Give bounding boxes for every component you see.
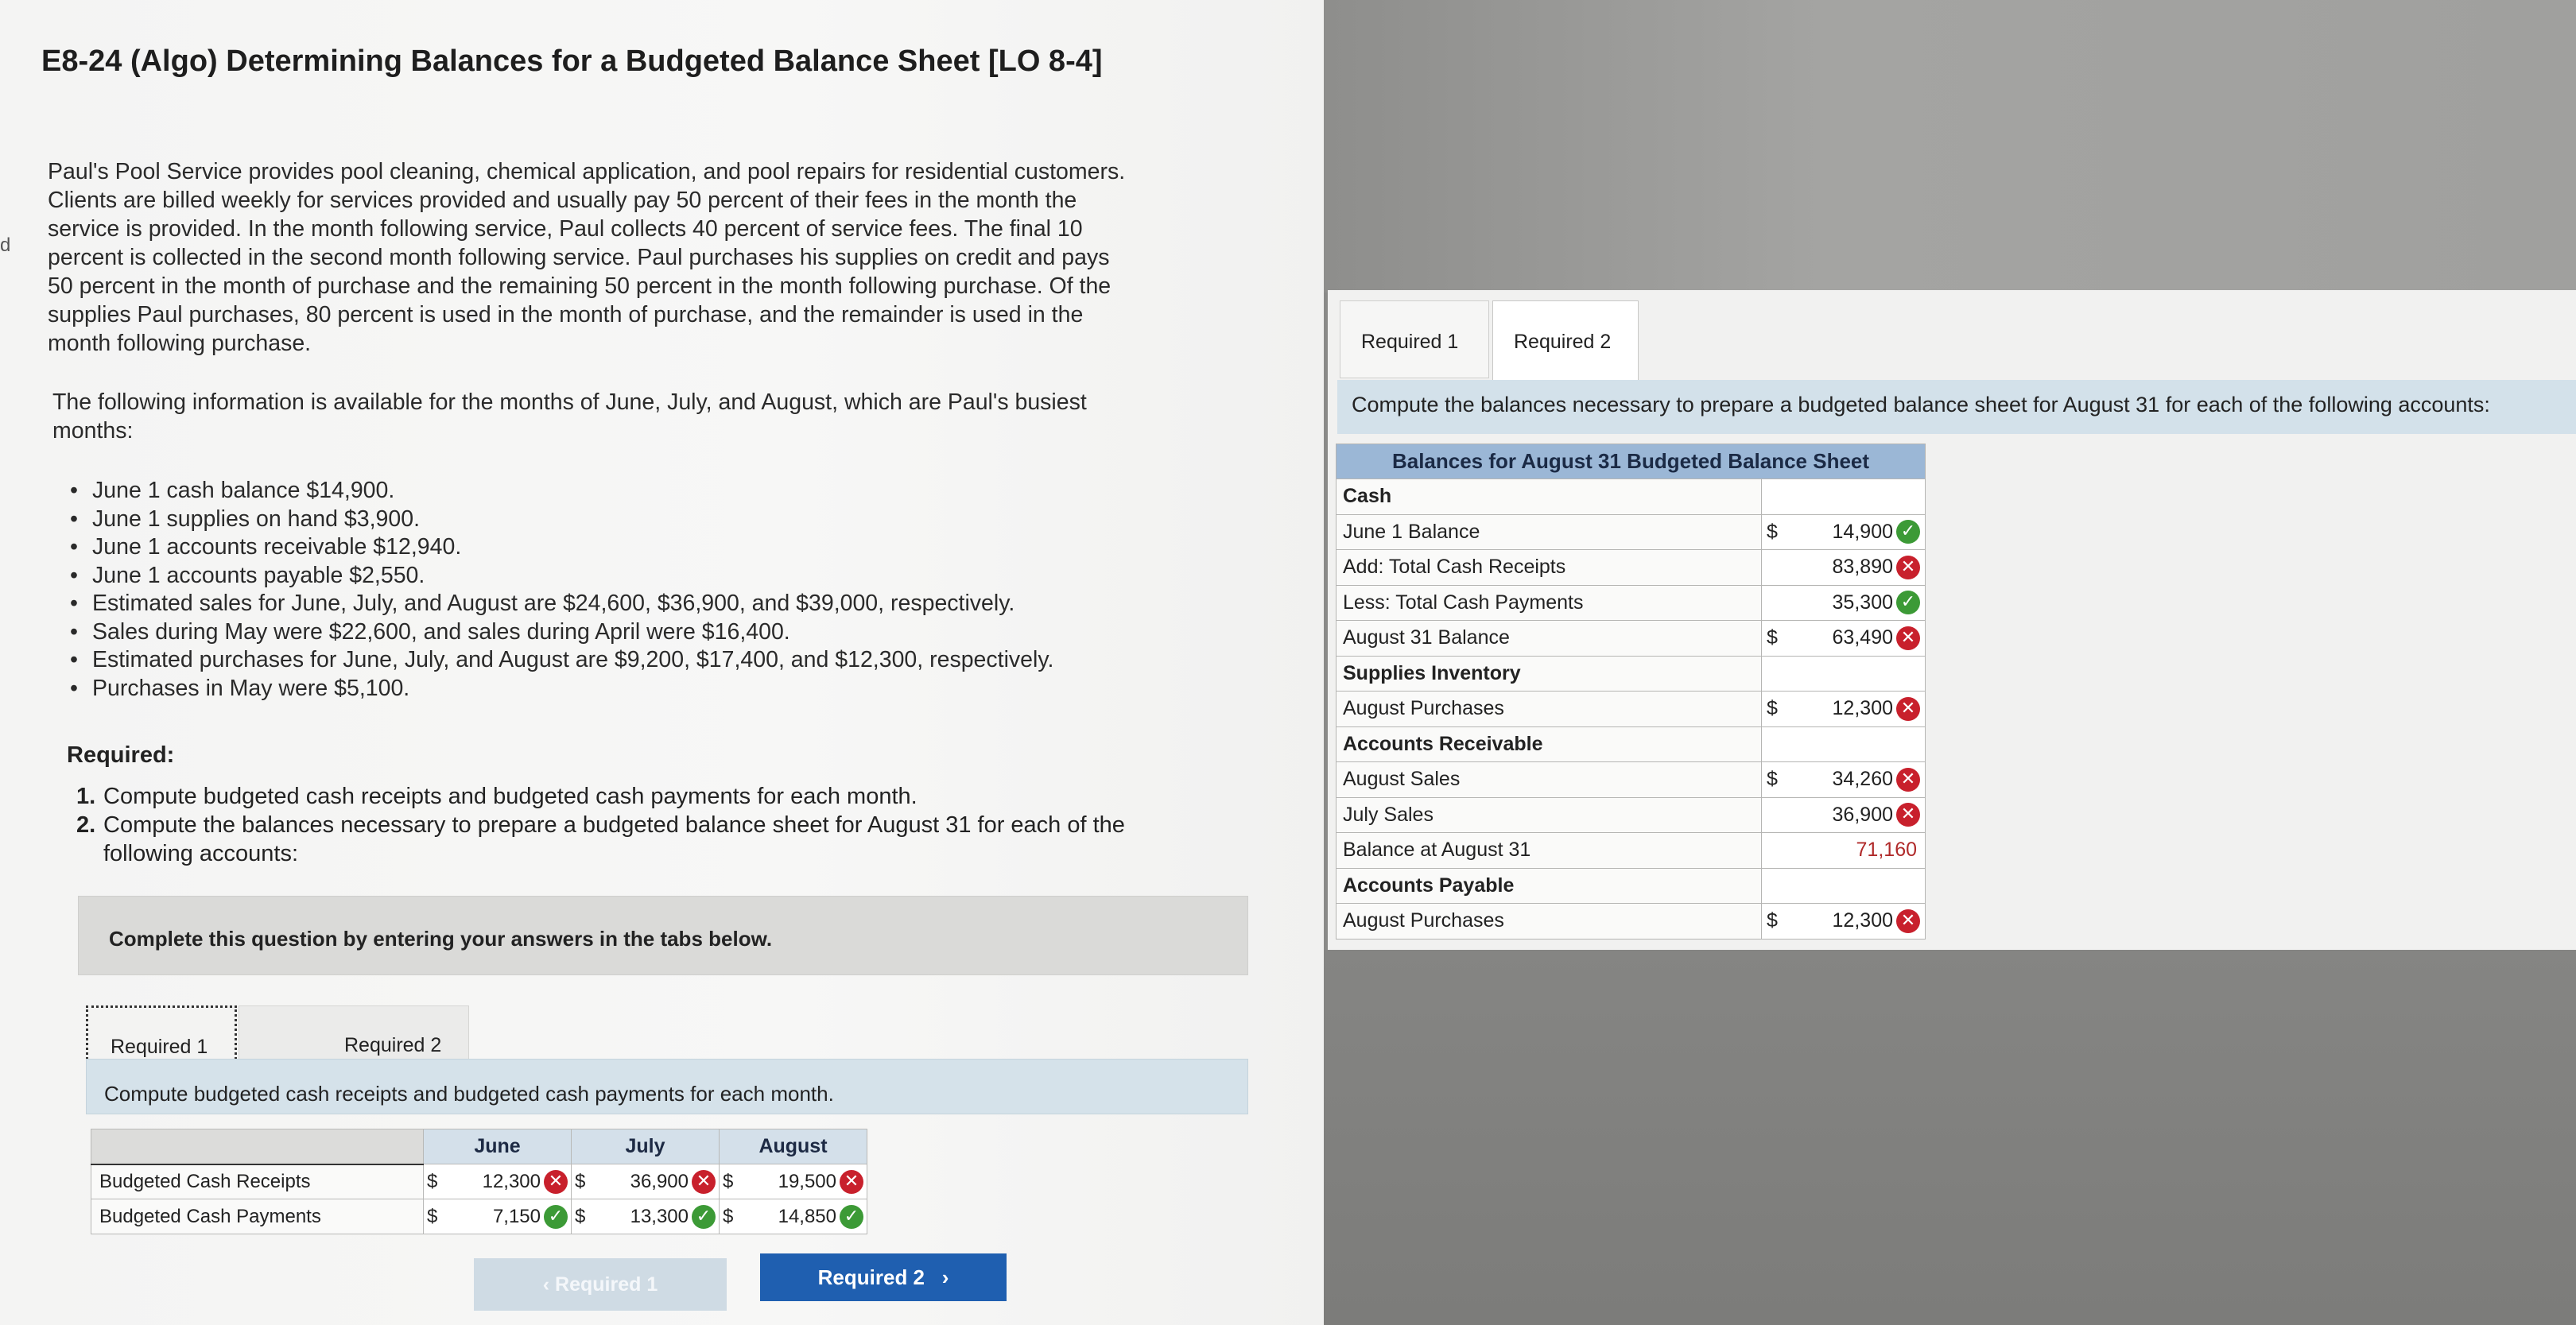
table-row (1336, 621, 1926, 657)
info-lead (52, 388, 1245, 445)
answer-cell (1767, 803, 1920, 827)
answer-cell (1767, 626, 1920, 650)
correct-check-icon: ✓ (544, 1205, 568, 1229)
given-item: • June 1 supplies on hand $3,900. (70, 506, 1053, 534)
table-row (1336, 585, 1926, 621)
answer-cell (1767, 839, 1920, 862)
answer-input[interactable]: 19,500 (778, 1170, 836, 1192)
section-row (1336, 656, 1926, 692)
answer-input[interactable]: 12,300 (1832, 909, 1893, 932)
row-label: Budgeted Cash Payments (91, 1199, 424, 1234)
given-item: • June 1 cash balance $14,900. (70, 477, 1053, 506)
section-row (1336, 479, 1926, 515)
answer-cell (575, 1205, 716, 1229)
given-item: • Estimated sales for June, July, and August are $24,600, $36,900, and $39,000, respectively. (70, 590, 1053, 618)
tab-required-1[interactable] (1340, 300, 1489, 378)
column-header: July (572, 1129, 720, 1164)
dollar-sign: $ (427, 1170, 438, 1192)
required-heading: Required: (67, 742, 175, 768)
chevron-left-icon: ‹ (542, 1273, 550, 1296)
cash-table-body (91, 1164, 867, 1234)
answer-input[interactable]: 71,160 (1856, 839, 1917, 862)
answer-cell (1767, 697, 1920, 721)
background-lower (1324, 950, 2576, 1325)
next-button[interactable] (760, 1253, 1007, 1301)
correct-check-icon: ✓ (840, 1205, 863, 1229)
table-row (1336, 762, 1926, 798)
required-number: 1. (76, 784, 96, 809)
incorrect-x-icon: ✕ (1896, 556, 1920, 579)
tab-label: Required 2 (1514, 331, 1612, 353)
right-instruction-bar (1337, 380, 2576, 434)
row-label: Budgeted Cash Receipts (91, 1164, 424, 1199)
intro-line: month following purchase. (48, 331, 312, 356)
table-cell (1762, 762, 1926, 798)
incorrect-x-icon: ✕ (840, 1170, 863, 1194)
header-blank-cell (91, 1129, 424, 1164)
intro-line: supplies Paul purchases, 80 percent is used in the month of purchase, and the remainder is used in the (48, 302, 1084, 327)
tab-label: Required 2 (344, 1034, 442, 1056)
answer-cell (1767, 556, 1920, 579)
table-cell (720, 1199, 867, 1234)
required-number: 2. (76, 812, 96, 838)
dollar-sign: $ (1767, 768, 1778, 791)
section-heading: Accounts Payable (1336, 868, 1762, 904)
tab-label: Required 1 (1361, 331, 1459, 353)
row-label: August Purchases (1336, 904, 1762, 940)
answer-cell (1767, 591, 1920, 614)
correct-check-icon: ✓ (692, 1205, 716, 1229)
intro-line: service is provided. In the month following service, Paul collects 40 percent of service fees. The final 10 (48, 216, 1083, 242)
correct-check-icon: ✓ (1896, 591, 1920, 614)
intro-line: Paul's Pool Service provides pool cleaning, chemical application, and pool repairs for residential customers. (48, 159, 1126, 184)
table-cell (1762, 656, 1926, 692)
row-label: August Purchases (1336, 692, 1762, 727)
left-instruction-text: Compute budgeted cash receipts and budgeted cash payments for each month. (104, 1082, 834, 1106)
complete-question-text: Complete this question by entering your answers in the tabs below. (109, 927, 773, 951)
incorrect-x-icon: ✕ (692, 1170, 716, 1194)
given-item: • Sales during May were $22,600, and sales during April were $16,400. (70, 618, 1053, 647)
answer-cell (427, 1205, 568, 1229)
table-cell (1762, 833, 1926, 869)
answer-cell (1767, 520, 1920, 544)
incorrect-x-icon: ✕ (1896, 909, 1920, 933)
table-row (91, 1164, 867, 1199)
section-heading: Cash (1336, 479, 1762, 515)
dollar-sign: $ (1767, 697, 1778, 720)
table-cell (1762, 797, 1926, 833)
intro-line: 50 percent in the month of purchase and the remaining 50 percent in the month following purchase. Of the (48, 273, 1111, 299)
table-cell (1762, 479, 1926, 515)
answer-input[interactable]: 63,490 (1832, 626, 1893, 649)
given-item: • Estimated purchases for June, July, and August are $9,200, $17,400, and $12,300, respectively. (70, 646, 1053, 675)
dollar-sign: $ (723, 1170, 734, 1192)
incorrect-x-icon: ✕ (544, 1170, 568, 1194)
givens-list (70, 477, 1053, 703)
section-heading: Accounts Receivable (1336, 726, 1762, 762)
table-row (1336, 692, 1926, 727)
row-label: Balance at August 31 (1336, 833, 1762, 869)
required-item (76, 811, 1229, 868)
left-instruction-bar (86, 1059, 1248, 1114)
info-lead-line: The following information is available for the months of June, July, and August, which are Paul's busiest (52, 389, 1087, 415)
dollar-sign: $ (723, 1205, 734, 1227)
section-heading: Supplies Inventory (1336, 656, 1762, 692)
answer-input[interactable]: 35,300 (1832, 591, 1893, 614)
cash-budget-table (91, 1129, 867, 1234)
tab-required-2[interactable] (1492, 300, 1639, 380)
table-header-row (1336, 444, 1926, 479)
row-label: Add: Total Cash Receipts (1336, 550, 1762, 586)
table-cell (1762, 514, 1926, 550)
balance-table-body (1336, 479, 1926, 940)
row-label: August 31 Balance (1336, 621, 1762, 657)
dollar-sign: $ (1767, 520, 1778, 543)
answer-input[interactable]: 12,300 (482, 1170, 541, 1192)
answer-input[interactable]: 83,890 (1832, 556, 1893, 579)
table-cell (1762, 550, 1926, 586)
column-header: August (720, 1129, 867, 1164)
table-cell (424, 1164, 572, 1199)
given-item: • June 1 accounts receivable $12,940. (70, 533, 1053, 562)
required-item (76, 782, 1229, 811)
incorrect-x-icon: ✕ (1896, 768, 1920, 792)
dollar-sign: $ (427, 1205, 438, 1227)
chevron-right-icon: › (930, 1265, 949, 1289)
complete-question-banner (78, 896, 1248, 975)
table-row (91, 1199, 867, 1234)
table-cell (572, 1199, 720, 1234)
table-row (1336, 514, 1926, 550)
answer-input[interactable]: 12,300 (1832, 697, 1893, 720)
required-line: following accounts: (103, 841, 299, 866)
answer-cell (723, 1205, 863, 1229)
table-cell (1762, 621, 1926, 657)
given-item: • Purchases in May were $5,100. (70, 675, 1053, 703)
row-label: June 1 Balance (1336, 514, 1762, 550)
tab-label: Required 1 (111, 1036, 208, 1058)
answer-input[interactable]: 36,900 (1832, 803, 1893, 826)
answer-input[interactable]: 13,300 (630, 1205, 689, 1227)
table-row (1336, 797, 1926, 833)
table-row (1336, 904, 1926, 940)
required-line: Compute the balances necessary to prepare a budgeted balance sheet for August 31 for each of the (103, 812, 1125, 838)
dollar-sign: $ (1767, 626, 1778, 649)
incorrect-x-icon: ✕ (1896, 803, 1920, 827)
answer-input[interactable]: 7,150 (492, 1205, 541, 1227)
table-cell (1762, 726, 1926, 762)
table-cell (720, 1164, 867, 1199)
edge-letter: d (0, 234, 11, 256)
balance-sheet-table (1336, 444, 1926, 940)
problem-title: E8-24 (Algo) Determining Balances for a Budgeted Balance Sheet [LO 8-4] (41, 45, 1103, 78)
row-label: Less: Total Cash Payments (1336, 585, 1762, 621)
answer-input[interactable]: 34,260 (1832, 768, 1893, 791)
answer-cell (1767, 909, 1920, 933)
table-cell (1762, 585, 1926, 621)
previous-button-label: Required 1 (555, 1273, 658, 1296)
intro-line: percent is collected in the second month following service. Paul purchases his supplies on credit and pays (48, 245, 1110, 270)
column-header: June (424, 1129, 572, 1164)
section-row (1336, 726, 1926, 762)
table-row (1336, 833, 1926, 869)
answer-input[interactable]: 36,900 (630, 1170, 689, 1192)
info-lead-line: months: (52, 418, 134, 444)
required-list (76, 782, 1229, 868)
row-label: August Sales (1336, 762, 1762, 798)
dollar-sign: $ (575, 1205, 586, 1227)
balance-table-title: Balances for August 31 Budgeted Balance Sheet (1336, 444, 1926, 479)
table-cell (424, 1199, 572, 1234)
answer-input[interactable]: 14,850 (778, 1205, 836, 1227)
previous-button[interactable] (474, 1258, 727, 1311)
background-wall (1324, 0, 2576, 293)
table-row (1336, 550, 1926, 586)
row-label: July Sales (1336, 797, 1762, 833)
required-line: Compute budgeted cash receipts and budgeted cash payments for each month. (103, 784, 918, 809)
section-row (1336, 868, 1926, 904)
incorrect-x-icon: ✕ (1896, 697, 1920, 721)
correct-check-icon: ✓ (1896, 520, 1920, 544)
answer-cell (1767, 768, 1920, 792)
table-cell (1762, 868, 1926, 904)
table-header-row (91, 1129, 867, 1164)
incorrect-x-icon: ✕ (1896, 626, 1920, 650)
intro-line: Clients are billed weekly for services provided and usually pay 50 percent of their fees in the month the (48, 188, 1077, 213)
problem-intro (48, 157, 1240, 358)
answer-cell (723, 1170, 863, 1194)
answer-input[interactable]: 14,900 (1832, 520, 1893, 543)
given-item: • June 1 accounts payable $2,550. (70, 562, 1053, 591)
answer-cell (427, 1170, 568, 1194)
next-button-label: Required 2 (817, 1265, 925, 1289)
table-cell (572, 1164, 720, 1199)
dollar-sign: $ (575, 1170, 586, 1192)
answer-cell (575, 1170, 716, 1194)
right-instruction-text: Compute the balances necessary to prepare a budgeted balance sheet for August 31 for each of the following accounts: (1352, 393, 2490, 416)
dollar-sign: $ (1767, 909, 1778, 932)
table-cell (1762, 904, 1926, 940)
table-cell (1762, 692, 1926, 727)
